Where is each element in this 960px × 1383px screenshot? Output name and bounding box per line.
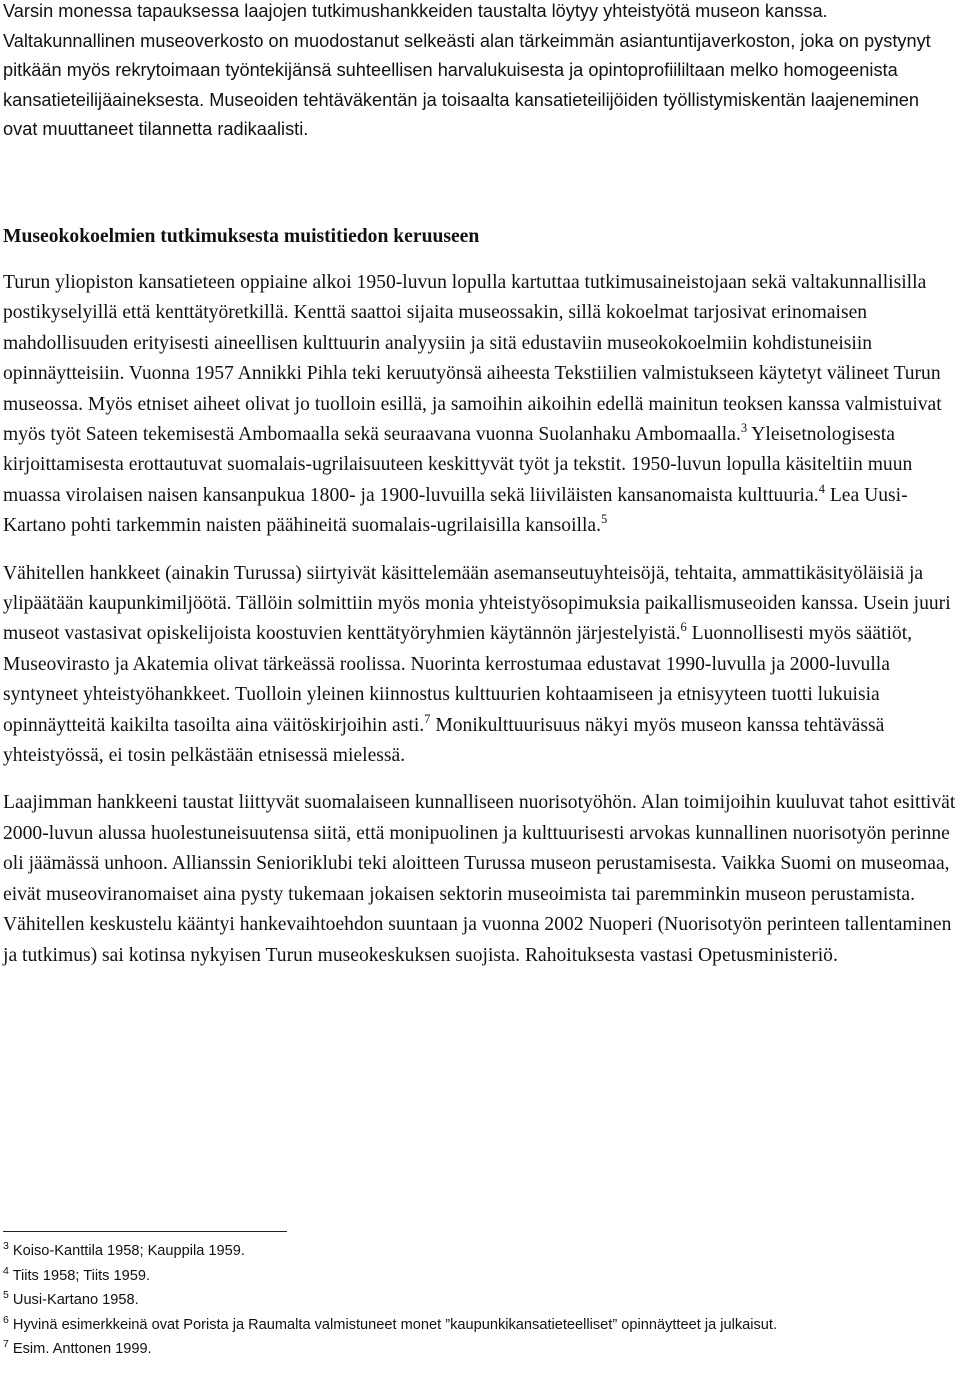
footnote-ref-3[interactable]: 3 — [740, 421, 748, 435]
paragraph-2-text-a: Vähitellen hankkeet (ainakin Turussa) siirtyivät käsittelemään asemanseutuyhteisöjä, tehtaita, ammattikäsityöläisiä ja ylipäätään kaupunkimiljöötä. Tällöin solmittiin myös monia yhteistyösopimuksia paikallismuseoiden kanssa. Usein juuri museot vastasivat opiskelijoista koostuvien kenttätyöryhmien käytännön järjestelyistä. — [3, 562, 951, 645]
footnote-7 — [3, 1337, 953, 1362]
body-paragraph-2 — [3, 559, 957, 772]
footnote-ref-6[interactable]: 6 — [680, 620, 687, 635]
footnote-text: Esim. Anttonen 1999. — [12, 1341, 152, 1358]
footnote-text: Hyvinä esimerkkeinä ovat Porista ja Raumalta valmistuneet monet ”kaupunkikansatieteelliset” opinnäytteet ja julkaisut. — [12, 1316, 778, 1333]
footnote-3 — [3, 1239, 953, 1264]
intro-paragraph: Varsin monessa tapauksessa laajojen tutkimushankkeiden taustalta löytyy yhteistyötä museon kanssa. Valtakunnallinen museoverkosto on muodostanut selkeästi alan tärkeimmän asiantuntijaverkoston, joka on pystynyt pitkään myös rekrytoimaan työntekijänsä suhteellisen harvalukuisesta ja opintoprofiililtaan melko homogeenista kansatieteilijäaineksesta. Museoiden tehtäväkentän ja toisaalta kansatieteilijöiden työllistymiskentän laajeneminen ovat muuttaneet tilannetta radikaalisti. — [3, 1, 931, 140]
footnote-number: 3 — [3, 1240, 9, 1252]
footnote-number: 4 — [3, 1264, 9, 1277]
footnote-number: 5 — [3, 1289, 9, 1302]
footnote-text: Tiits 1958; Tiits 1959. — [12, 1267, 150, 1284]
footnote-number: 7 — [3, 1338, 9, 1351]
footnotes — [3, 1239, 953, 1362]
footnote-separator — [3, 1231, 287, 1232]
paragraph-1-text-c: Lea Uusi-Kartano pohti tarkemmin naisten päähineitä suomalais-ugrilaisilla kansoilla. — [3, 484, 908, 537]
paragraph-2-text-b: Luonnollisesti myös säätiöt, Museovirasto ja Akatemia olivat tärkeässä roolissa. Nuorinta kerrostumaa edustavat 1990-luvulla ja 2000-luvulla syntyneet yhteistyöhankkeet. Tuolloin yleinen kiinnostus kulttuurien kohtaamiseen ja etnisyyteen tuotti lukuisia opinnäytteitä kaikilta tasoilta aina väitöskirjoihin asti. — [3, 623, 913, 736]
body-paragraph-1 — [3, 268, 957, 542]
footnote-text: Koiso-Kanttila 1958; Kauppila 1959. — [12, 1243, 245, 1259]
footnote-text: Uusi-Kartano 1958. — [12, 1292, 139, 1309]
footnote-4 — [3, 1264, 953, 1289]
body-paragraph-3: Laajimman hankkeeni taustat liittyvät suomalaiseen kunnalliseen nuorisotyöhön. Alan toimijoihin kuuluvat tahot esittivät 2000-luvun alussa huolestuneisuutensa siitä, että monipuolinen ja kulttuurisesti arvokas kunnallinen nuorisotyön perinne oli jäämässä unhoon. Allianssin Senioriklubi teki aloitteen Turussa museon perustamisesta. Vaikka Suomi on museomaa, eivät museoviranomaiset aina pysty tukemaan jokaisen sektorin museoimista tai paremminkin museon perustamista. Vähitellen keskustelu kääntyi hankevaihtoehdon suuntaan ja vuonna 2002 Nuoperi (Nuorisotyön perinteen tallentaminen ja tutkimus) sai kotinsa nykyisen Turun museokeskuksen suojista. Rahoituksesta vastasi Opetusministeriö. — [3, 792, 956, 966]
footnote-ref-4[interactable]: 4 — [818, 481, 825, 496]
paragraph-2-text-c: Monikulttuurisuus näkyi myös museon kanssa tehtävässä yhteistyössä, ei tosin pelkästään etnisessä mielessä. — [3, 714, 885, 767]
footnote-5 — [3, 1288, 953, 1313]
paragraph-1-text-b: Yleisetnologisesta kirjoittamisesta erottautuvat suomalais-ugrilaisuuteen keskittyvät työt ja tekstit. 1950-luvun lopulla käsiteltiin muun muassa virolaisen naisen kansanpukua 1800- ja 1900-luvuilla sekä liiviläisten kansanomaista kulttuuria. — [3, 424, 913, 506]
section-heading: Museokokoelmien tutkimuksesta muistitiedon keruuseen — [3, 225, 480, 247]
footnote-number: 6 — [3, 1313, 9, 1326]
footnote-6 — [3, 1313, 953, 1338]
footnote-ref-5[interactable]: 5 — [601, 512, 608, 527]
footnote-ref-7[interactable]: 7 — [424, 711, 431, 726]
document-page — [3, 0, 957, 971]
paragraph-1-text-a: Turun yliopiston kansatieteen oppiaine alkoi 1950-luvun lopulla kartuttaa tutkimusaineistojaan sekä valtakunnallisilla postikyselyillä että kenttätyöretkillä. Kenttä saattoi sijaita museossakin, sillä kokoelmat tarjosivat erinomaisen mahdollisuuden erityisesti aineellisen kulttuurin analyysiin ja sitä edustaviin museokokoelmiin kohdistuneisiin opinnäytteisiin. Vuonna 1957 Annikki Pihla teki keruutyönsä aiheesta Tekstiilien valmistukseen käytetyt välineet Turun museossa. Myös etniset aiheet olivat jo tuolloin esillä, ja samoihin aikoihin edellä mainitun teoksen kanssa valmistuivat myös työt Sateen tekemisestä Ambomaalla sekä seuraavana vuonna Suolanhaku Ambomaalla. — [3, 271, 942, 445]
